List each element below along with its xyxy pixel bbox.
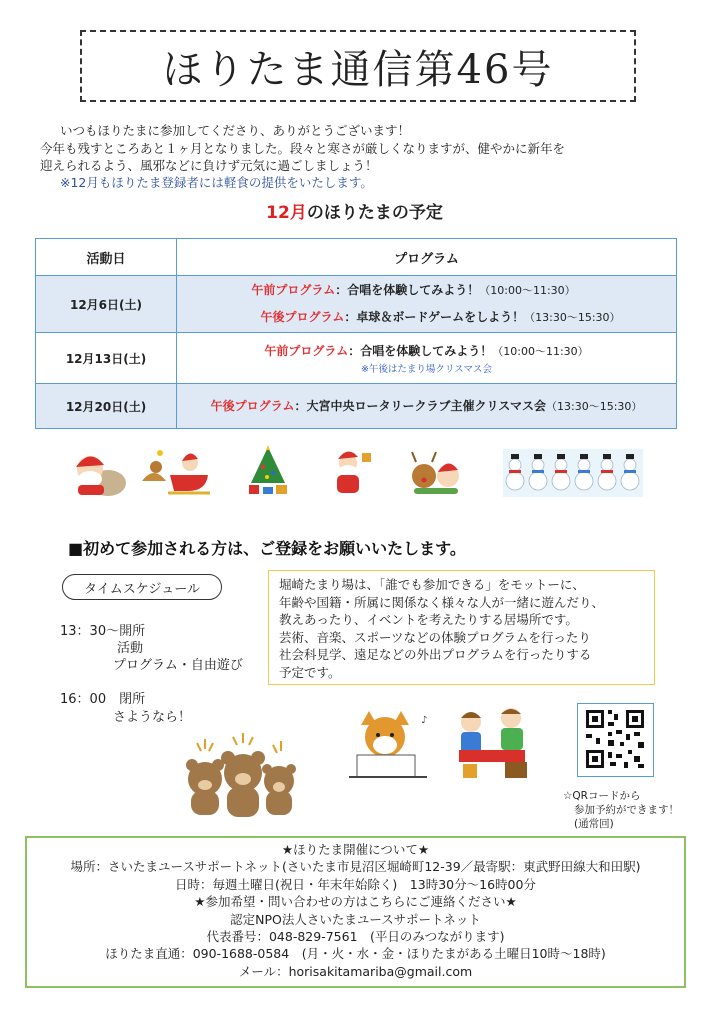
shiba-drawing-icon xyxy=(343,711,433,781)
table-header-row xyxy=(36,239,677,276)
pm-time: （13:30～15:30） xyxy=(524,311,621,324)
schedule-heading xyxy=(0,198,709,223)
title-box xyxy=(80,30,636,102)
pm-label: 午後プログラム xyxy=(210,398,295,413)
date-cell: 12月13日(土) xyxy=(36,333,177,384)
am-desc: ：合唱を体験してみよう！ xyxy=(335,283,480,297)
info-line: 年齢や国籍・所属に関係なく様々な人が一緒に遊んだり、 xyxy=(279,594,605,610)
pm-desc: ：卓球＆ボードゲームをしよう！ xyxy=(344,310,525,324)
footer-direct-phone: ほりたま直通：090-1688-0584 (月・火・水・金・ほりたまがある土曜日10時～18時) xyxy=(105,946,606,962)
am-label: 午前プログラム xyxy=(264,343,349,358)
col-date-header: 活動日 xyxy=(36,239,177,276)
register-heading: ■初めて参加される方は、ご登録をお願いいたします。 xyxy=(68,539,466,558)
time-schedule-badge: タイムスケジュール xyxy=(62,574,222,600)
footer-main-phone: 代表番号：048-829-7561 (平日のみつながります) xyxy=(206,929,505,945)
time-activity: 活動 xyxy=(117,641,144,656)
info-line: 芸術、音楽、スポーツなどの体験プログラムを行ったり xyxy=(279,629,591,645)
program-cell xyxy=(177,384,677,429)
info-line: 堀崎たまり場は、「誰でも参加できる」をモットーに、 xyxy=(279,577,585,592)
qr-note-1: ☆QRコードから xyxy=(563,790,641,802)
qr-code-frame[interactable] xyxy=(577,703,654,777)
time-goodbye: さようなら！ xyxy=(113,710,192,725)
intro-line-2: 今年も残すところあと１ヶ月となりました。段々と寒さが厳しくなりますが、健やかに新年を xyxy=(40,141,566,156)
intro-line-1: いつもほりたまに参加してくださり、ありがとうございます！ xyxy=(60,123,411,138)
am-label: 午前プログラム xyxy=(251,283,336,297)
footer-email[interactable]: メール：horisakitamariba@gmail.com xyxy=(238,963,473,979)
table-row xyxy=(36,276,677,333)
schedule-heading-rest: のほりたまの予定 xyxy=(306,203,443,223)
santa-sack-icon xyxy=(66,447,128,497)
table-row xyxy=(36,333,677,384)
time-open: 13：30～開所 xyxy=(60,624,146,639)
time-close: 16：00 閉所 xyxy=(60,692,146,707)
christmas-tree-icon xyxy=(245,443,291,497)
schedule-table xyxy=(35,238,677,429)
info-line: 社会科見学、遠足などの外出プログラムを行ったりする xyxy=(279,647,592,662)
bears-icon xyxy=(175,733,307,825)
pm-note: ※午後はたまり場クリスマス会 xyxy=(360,363,493,375)
footer-info-box xyxy=(25,836,686,988)
intro-line-3: 迎えられるよう、風邪などに負けず元気に過ごしましょう！ xyxy=(40,158,378,173)
footer-datetime: 日時：毎週土曜日(祝日・年末年始除く) 13時30分～16時00分 xyxy=(175,876,536,892)
info-line: 予定です。 xyxy=(279,664,341,680)
am-time: （10:00～11:30） xyxy=(492,344,589,358)
program-cell xyxy=(177,333,677,384)
qr-note-2: 参加予約ができます！ xyxy=(574,804,679,816)
time-program: プログラム・自由遊び xyxy=(113,658,243,673)
date-cell: 12月6日(土) xyxy=(36,276,177,333)
info-box xyxy=(268,570,655,685)
qr-code-icon xyxy=(578,704,652,775)
page-title: ほりたま通信第46号 xyxy=(162,46,554,93)
intro-note: ※12月もほりたま登録者には軽食の提供をいたします。 xyxy=(60,175,373,190)
footer-contact-heading: ★参加希望・問い合わせの方はこちらにご連絡ください★ xyxy=(194,894,517,910)
am-time: （10:00～11:30） xyxy=(479,284,576,297)
santa-icon xyxy=(328,447,374,497)
date-cell: 12月20日(土) xyxy=(36,384,177,429)
footer-location: 場所：さいたまユースサポートネット(さいたま市見沼区堀崎町12-39／最寄駅：東武野田線大和田駅) xyxy=(70,859,641,875)
am-desc: ：合唱を体験してみよう！ xyxy=(348,343,493,358)
reindeer-friends-icon xyxy=(408,450,464,496)
qr-note-3: (通常回) xyxy=(574,818,614,830)
col-program-header: プログラム xyxy=(177,239,677,276)
footer-heading: ★ほりたま開催について★ xyxy=(281,842,430,857)
schedule-heading-month: 12月 xyxy=(266,203,307,223)
kids-crafting-icon xyxy=(455,706,535,784)
santa-sleigh-icon xyxy=(140,447,212,497)
table-row xyxy=(36,384,677,429)
pm-desc: ：大宮中央ロータリークラブ主催クリスマス会 xyxy=(294,398,546,413)
footer-org: 認定NPO法人さいたまユースサポートネット xyxy=(230,911,481,927)
snowmen-row-icon xyxy=(503,449,643,497)
pm-time: （13:30～15:30） xyxy=(546,399,643,413)
pm-label: 午後プログラム xyxy=(260,310,345,324)
info-line: 教えあったり、イベントを考えたりする居場所です。 xyxy=(279,612,578,627)
program-cell xyxy=(177,276,677,333)
svg-text:♪: ♪ xyxy=(421,715,428,726)
